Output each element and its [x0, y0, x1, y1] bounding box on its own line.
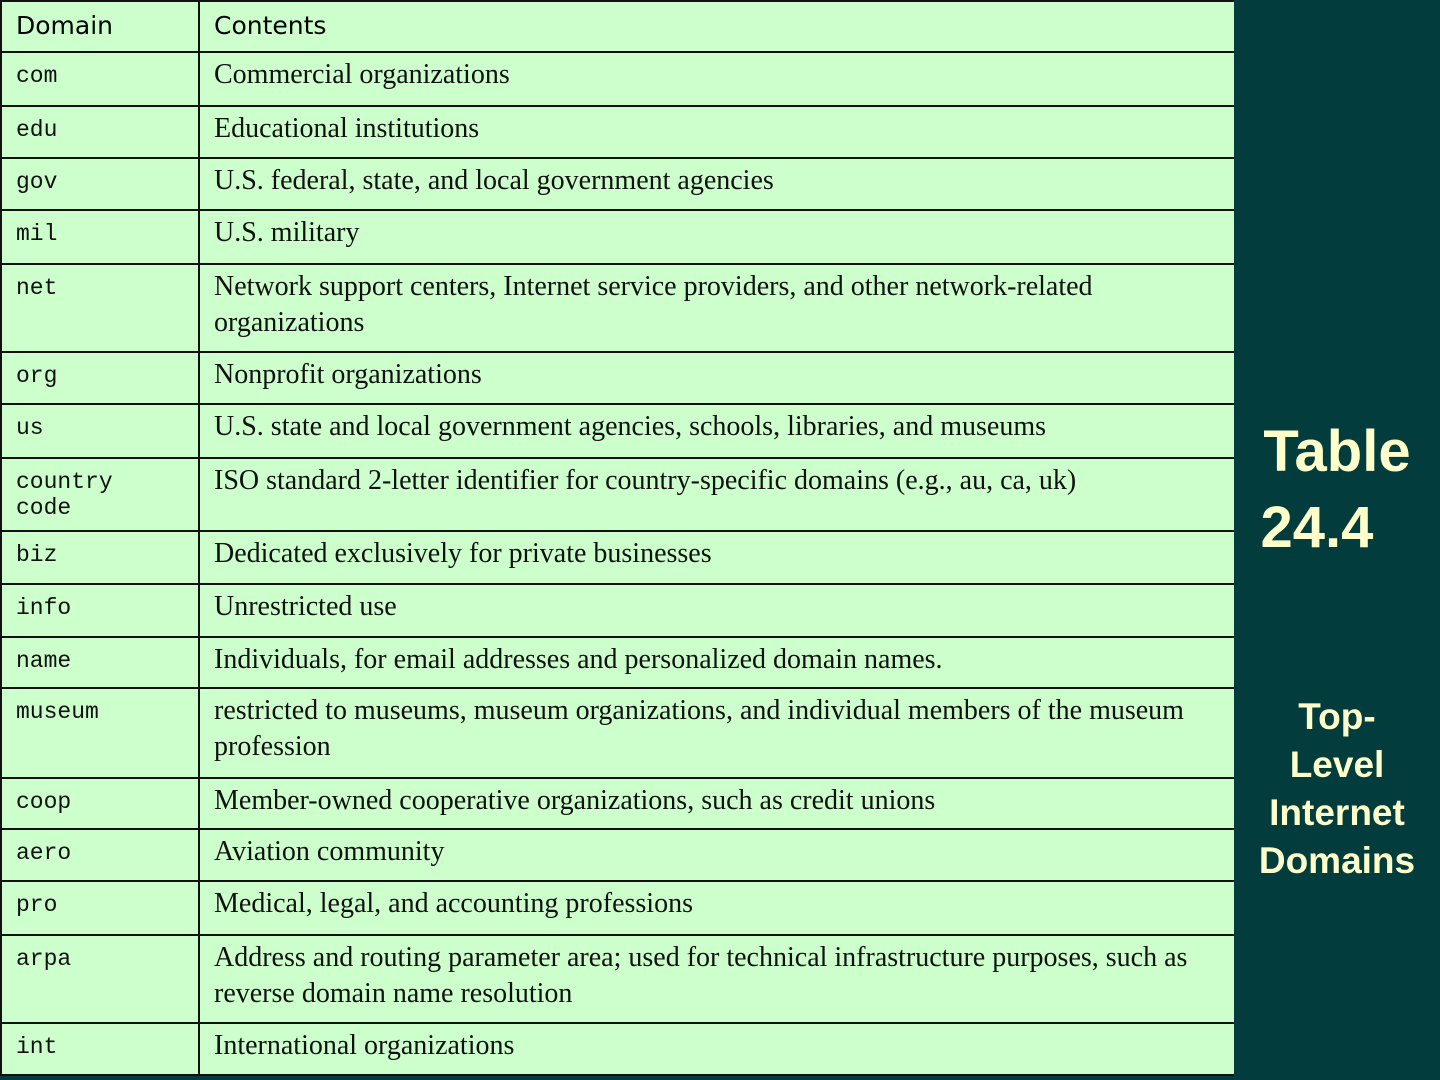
subtitle-line: Domains [1258, 840, 1416, 881]
table-row [0, 353, 1234, 405]
table-row [0, 1024, 1234, 1076]
contents-cell: Individuals, for email addresses and personalized domain names. [214, 644, 943, 675]
subtitle-line: Top- [1298, 696, 1376, 737]
table-row [0, 779, 1234, 830]
domain-cell: edu [0, 107, 200, 157]
contents-cell: ISO standard 2-letter identifier for country-specific domains (e.g., au, ca, uk) [214, 465, 1077, 496]
contents-cell: Commercial organizations [214, 59, 510, 90]
domain-cell: arpa [0, 936, 200, 1022]
table-row [0, 638, 1234, 689]
domain-cell: museum [0, 689, 200, 777]
table-row [0, 265, 1234, 353]
domain-cell: org [0, 353, 200, 403]
domain-cell: country code [0, 459, 200, 530]
table-row [0, 53, 1234, 107]
domain-cell: mil [0, 211, 200, 263]
domain-cell: info [0, 585, 200, 636]
contents-cell: restricted to museums, museum organizations, and individual members of the museum profession [214, 695, 1184, 762]
contents-cell: Aviation community [214, 836, 445, 867]
table-row [0, 585, 1234, 638]
side-panel [1234, 0, 1440, 1080]
contents-cell: Address and routing parameter area; used for technical infrastructure purposes, such as reverse domain name resolution [214, 942, 1188, 1009]
domain-cell: gov [0, 159, 200, 209]
contents-cell: Network support centers, Internet service providers, and other network-related organizations [214, 271, 1093, 338]
domain-cell: aero [0, 830, 200, 880]
contents-cell: Unrestricted use [214, 591, 397, 622]
header-contents: Contents [214, 11, 327, 40]
contents-cell: U.S. military [214, 217, 360, 248]
table-row [0, 689, 1234, 779]
contents-cell: Dedicated exclusively for private businesses [214, 538, 712, 569]
table-number-label: Table [1263, 419, 1411, 484]
domain-cell: pro [0, 882, 200, 934]
domain-cell: us [0, 405, 200, 457]
table-row [0, 882, 1234, 936]
contents-cell: Educational institutions [214, 113, 480, 144]
domain-cell: int [0, 1024, 200, 1074]
table-body [0, 53, 1234, 1076]
domain-cell: biz [0, 532, 200, 583]
contents-cell: Nonprofit organizations [214, 359, 482, 390]
domain-cell: coop [0, 779, 200, 828]
table-row [0, 532, 1234, 585]
table-row [0, 459, 1234, 532]
table-row [0, 211, 1234, 265]
table-subtitle [1234, 693, 1440, 885]
header-domain: Domain [0, 2, 200, 51]
contents-cell: U.S. federal, state, and local government agencies [214, 165, 774, 196]
table-row [0, 107, 1234, 159]
table-number-value: 24.4 [1260, 495, 1374, 560]
table-row [0, 405, 1234, 459]
subtitle-line: Level [1289, 744, 1385, 785]
contents-cell: Member-owned cooperative organizations, such as credit unions [214, 785, 936, 816]
table-row [0, 830, 1234, 882]
domain-cell: net [0, 265, 200, 351]
contents-cell: U.S. state and local government agencies, schools, libraries, and museums [214, 411, 1047, 442]
table-header-row [0, 2, 1234, 53]
domain-cell: com [0, 53, 200, 105]
subtitle-line: Internet [1269, 792, 1405, 833]
domain-cell: name [0, 638, 200, 687]
contents-cell: Medical, legal, and accounting professions [214, 888, 693, 919]
table-row [0, 936, 1234, 1024]
table-row [0, 159, 1234, 211]
contents-cell: International organizations [214, 1030, 515, 1061]
